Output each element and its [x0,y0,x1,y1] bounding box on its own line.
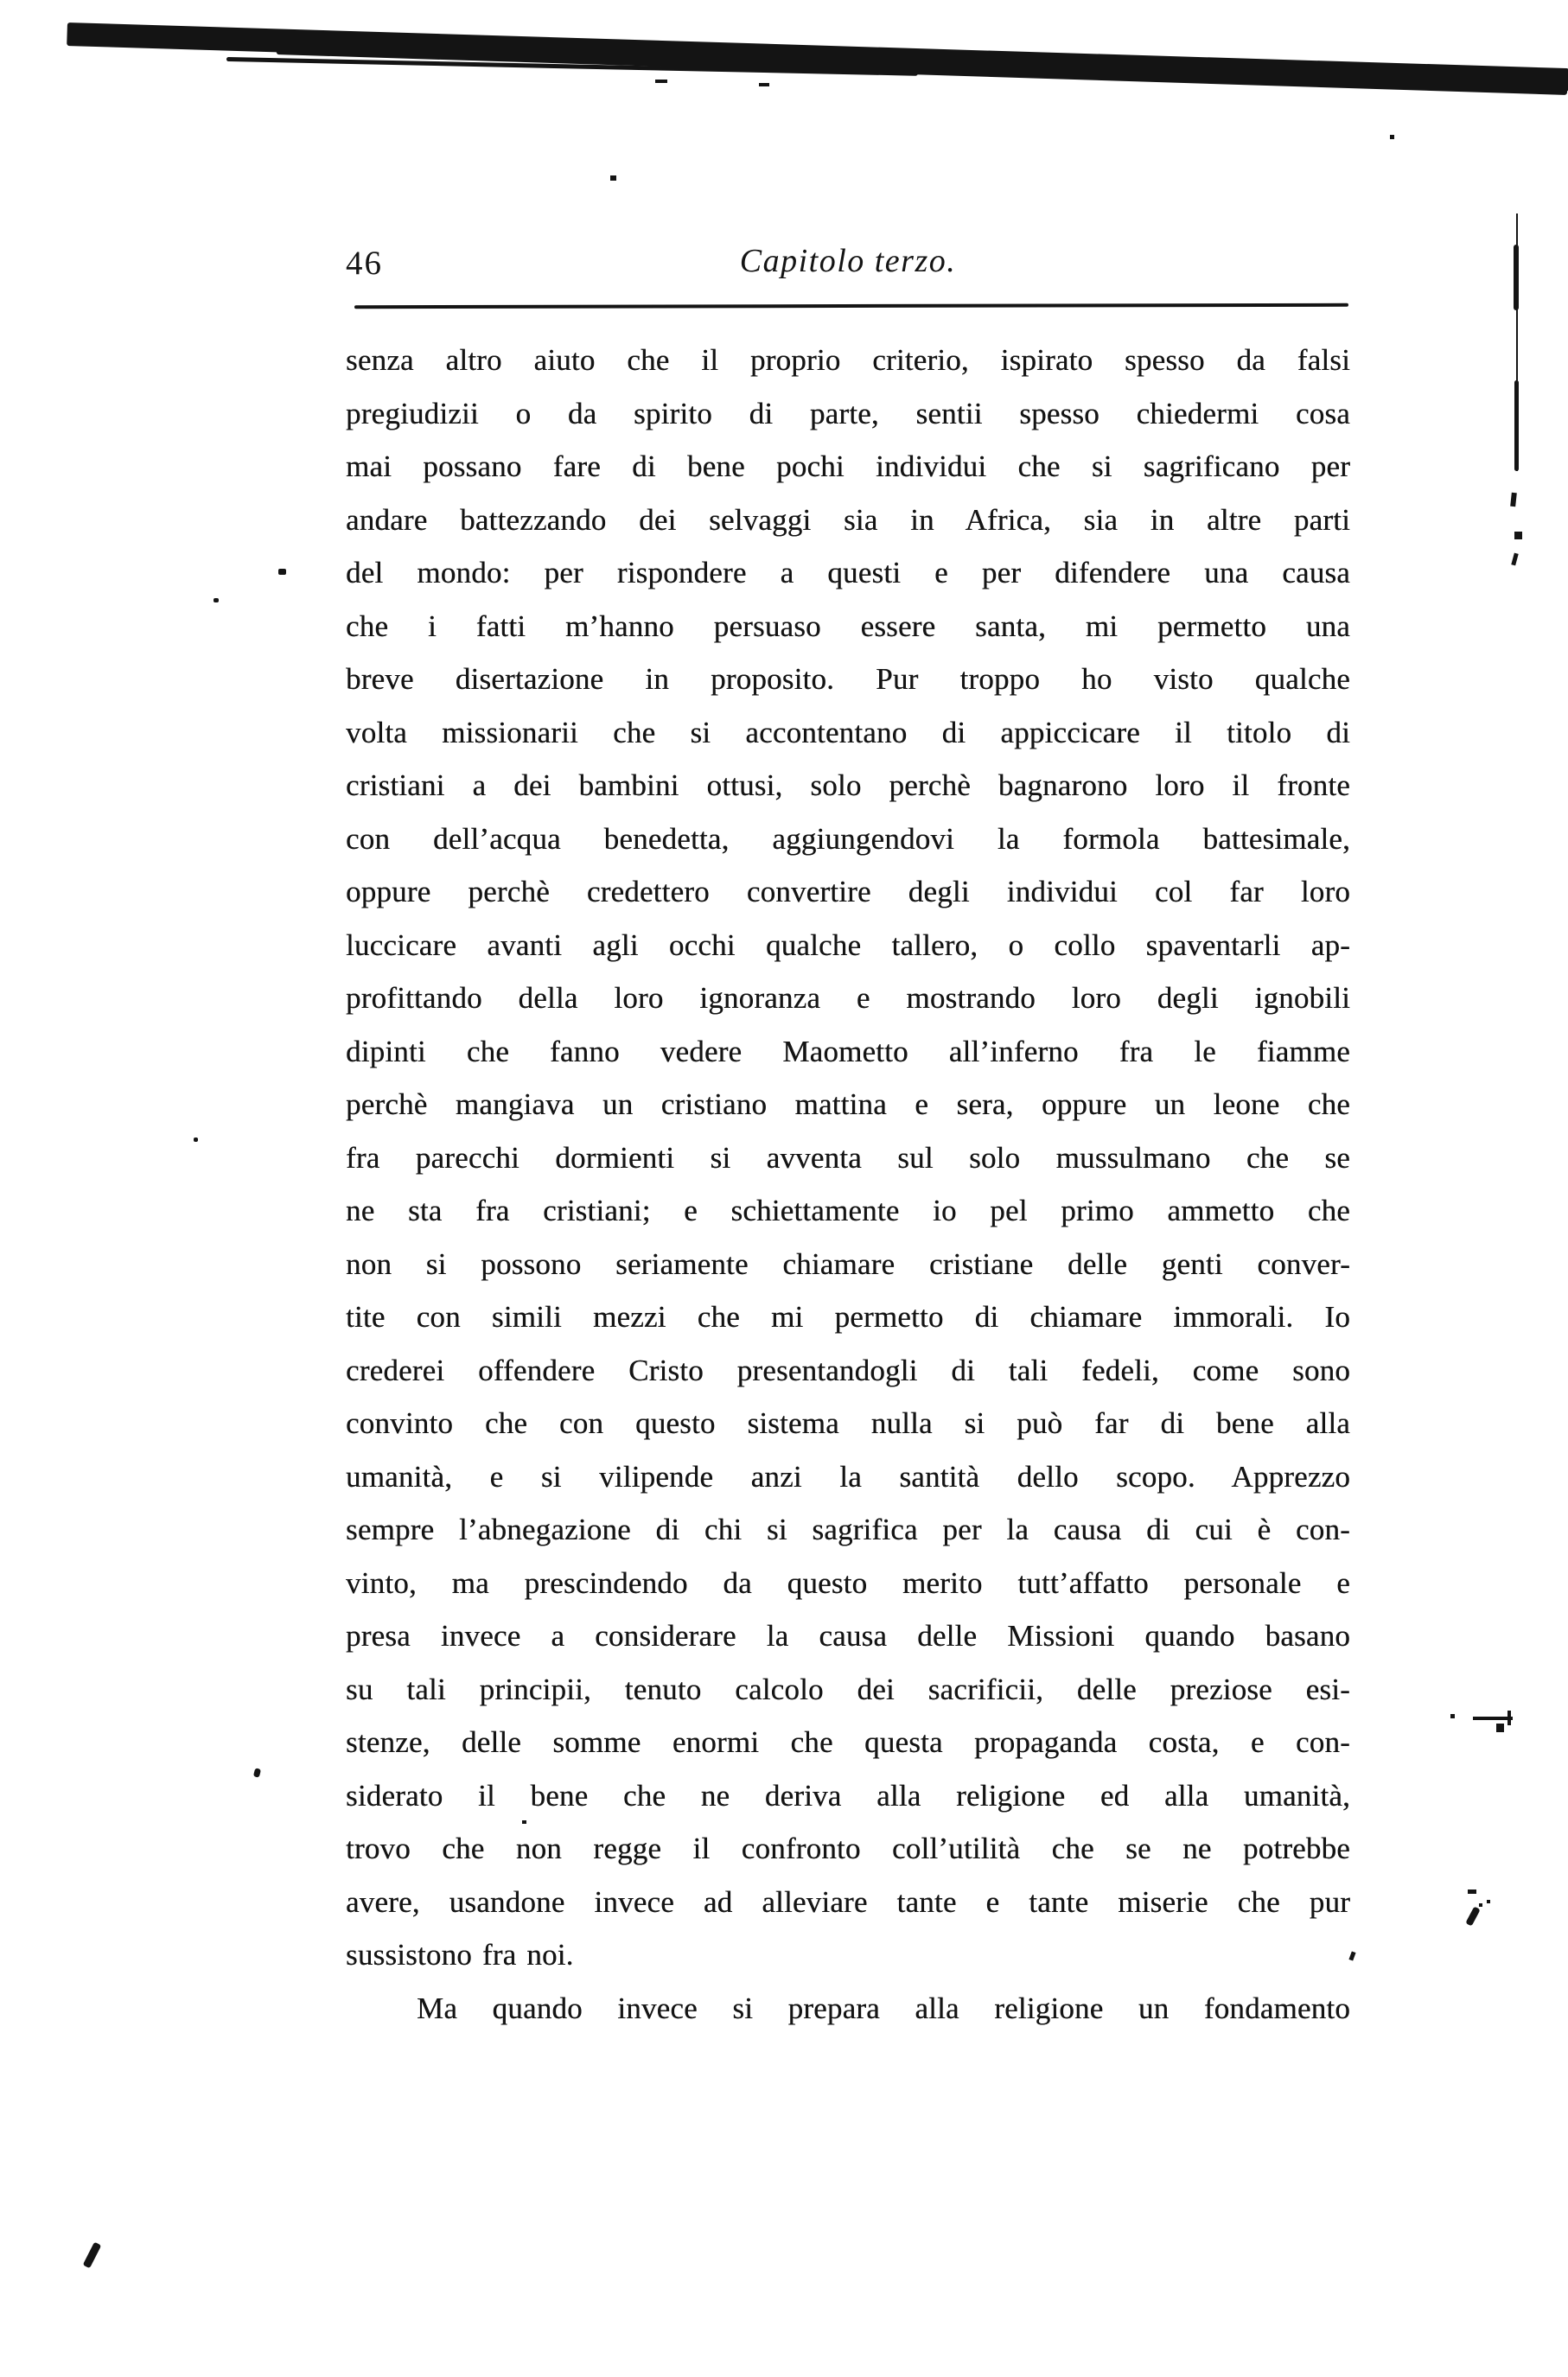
header-rule [354,303,1348,309]
margin-slash [1465,1906,1480,1926]
text-line: senza altro aiuto che il proprio criterio, ispirato spesso da falsi [346,343,1350,377]
margin-arrow-tip [1507,1711,1511,1725]
scan-speck [1450,1714,1455,1718]
text-line: crederei offendere Cristo presentandogli di tali fedeli, come sono [346,1353,1350,1387]
text-line: mai possano fare di bene pochi individui che si sagrificano per [346,449,1350,483]
scan-speck [522,1820,526,1824]
text-line: sempre l’abnegazione di chi si sagrifica per la causa di cui è con- [346,1513,1350,1546]
page-header [346,242,1350,284]
text-line: tite con simili mezzi che mi permetto di chiamare immorali. Io [346,1300,1350,1334]
scan-speck [610,175,616,181]
scan-speck [1479,1903,1482,1907]
text-line: siderato il bene che ne deriva alla religione ed alla umanità, [346,1778,1350,1813]
text-line: perchè mangiava un cristiano mattina e sera, oppure un leone che [346,1087,1350,1121]
text-line: presa invece a considerare la causa delle Missioni quando basano [346,1619,1350,1653]
chapter-title: Capitolo terzo. [739,243,957,279]
text-line: volta missionarii che si accontentano di appiccicare il titolo di [346,715,1350,749]
text-line: vinto, ma prescindendo da questo merito tutt’affatto personale e [346,1565,1350,1600]
text-line: avere, usandone invece ad alleviare tante e tante miserie che pur [346,1884,1350,1919]
scan-speck [278,569,286,575]
scan-speck [1468,1889,1476,1894]
text-line: dipinti che fanno vedere Maometto all’inferno fra le fiamme [346,1034,1350,1068]
scan-speck [759,83,769,86]
scan-speck [194,1138,198,1142]
text-line: fra parecchi dormienti si avventa sul solo mussulmano che se [346,1140,1350,1175]
text-line: con dell’acqua benedetta, aggiungendovi la formola battesimale, [346,821,1350,856]
margin-tick [1514,532,1522,539]
text-line: oppure perchè credettero convertire degli individui col far loro [346,875,1350,908]
scan-speck [1390,135,1394,139]
scan-speck [655,80,667,83]
text-line: pregiudizii o da spirito di parte, sentii spesso chiedermi cosa [346,396,1350,430]
page-number: 46 [346,245,383,282]
text-line: ne sta fra cristiani; e schiettamente io pel primo ammetto che [346,1194,1350,1227]
scan-speck [1496,1724,1504,1732]
text-line: profittando della loro ignoranza e mostrando loro degli ignobili [346,981,1350,1015]
text-line: Ma quando invece si prepara alla religione un fondamento [417,1991,1350,2025]
margin-line-right-thick [1514,245,1519,310]
margin-slash [83,2242,102,2269]
text-line: umanità, e si vilipende anzi la santità dello scopo. Apprezzo [346,1459,1350,1494]
margin-tick [1511,553,1518,566]
text-line: cristiani a dei bambini ottusi, solo perchè bagnarono loro il fronte [346,768,1350,802]
text-line: su tali principii, tenuto calcolo dei sacrificii, delle preziose esi- [346,1672,1350,1706]
text-block [346,334,1350,2035]
text-line: stenze, delle somme enormi che questa propaganda costa, e con- [346,1725,1350,1759]
text-line: che i fatti m’hanno persuaso essere santa, mi permetto una [346,609,1350,643]
text-line: convinto che con questo sistema nulla si può far di bene alla [346,1406,1350,1440]
scan-speck [1487,1900,1490,1903]
text-line: del mondo: per rispondere a questi e per difendere una causa [346,556,1350,589]
margin-tick [1510,493,1517,507]
text-line: andare battezzando dei selvaggi sia in Africa, sia in altre parti [346,502,1350,537]
margin-line-right-thick [1514,380,1519,471]
text-line: non si possono seriamente chiamare cristiane delle genti conver- [346,1246,1350,1281]
text-line: trovo che non regge il confronto coll’utilità che se ne potrebbe [346,1832,1350,1865]
text-line: luccicare avanti agli occhi qualche tallero, o collo spaventarli ap- [346,927,1350,962]
text-line: sussistono fra noi. [346,1938,574,1972]
scan-speck [214,598,219,602]
scan-speck [253,1768,261,1777]
text-line: breve disertazione in proposito. Pur troppo ho visto qualche [346,662,1350,696]
